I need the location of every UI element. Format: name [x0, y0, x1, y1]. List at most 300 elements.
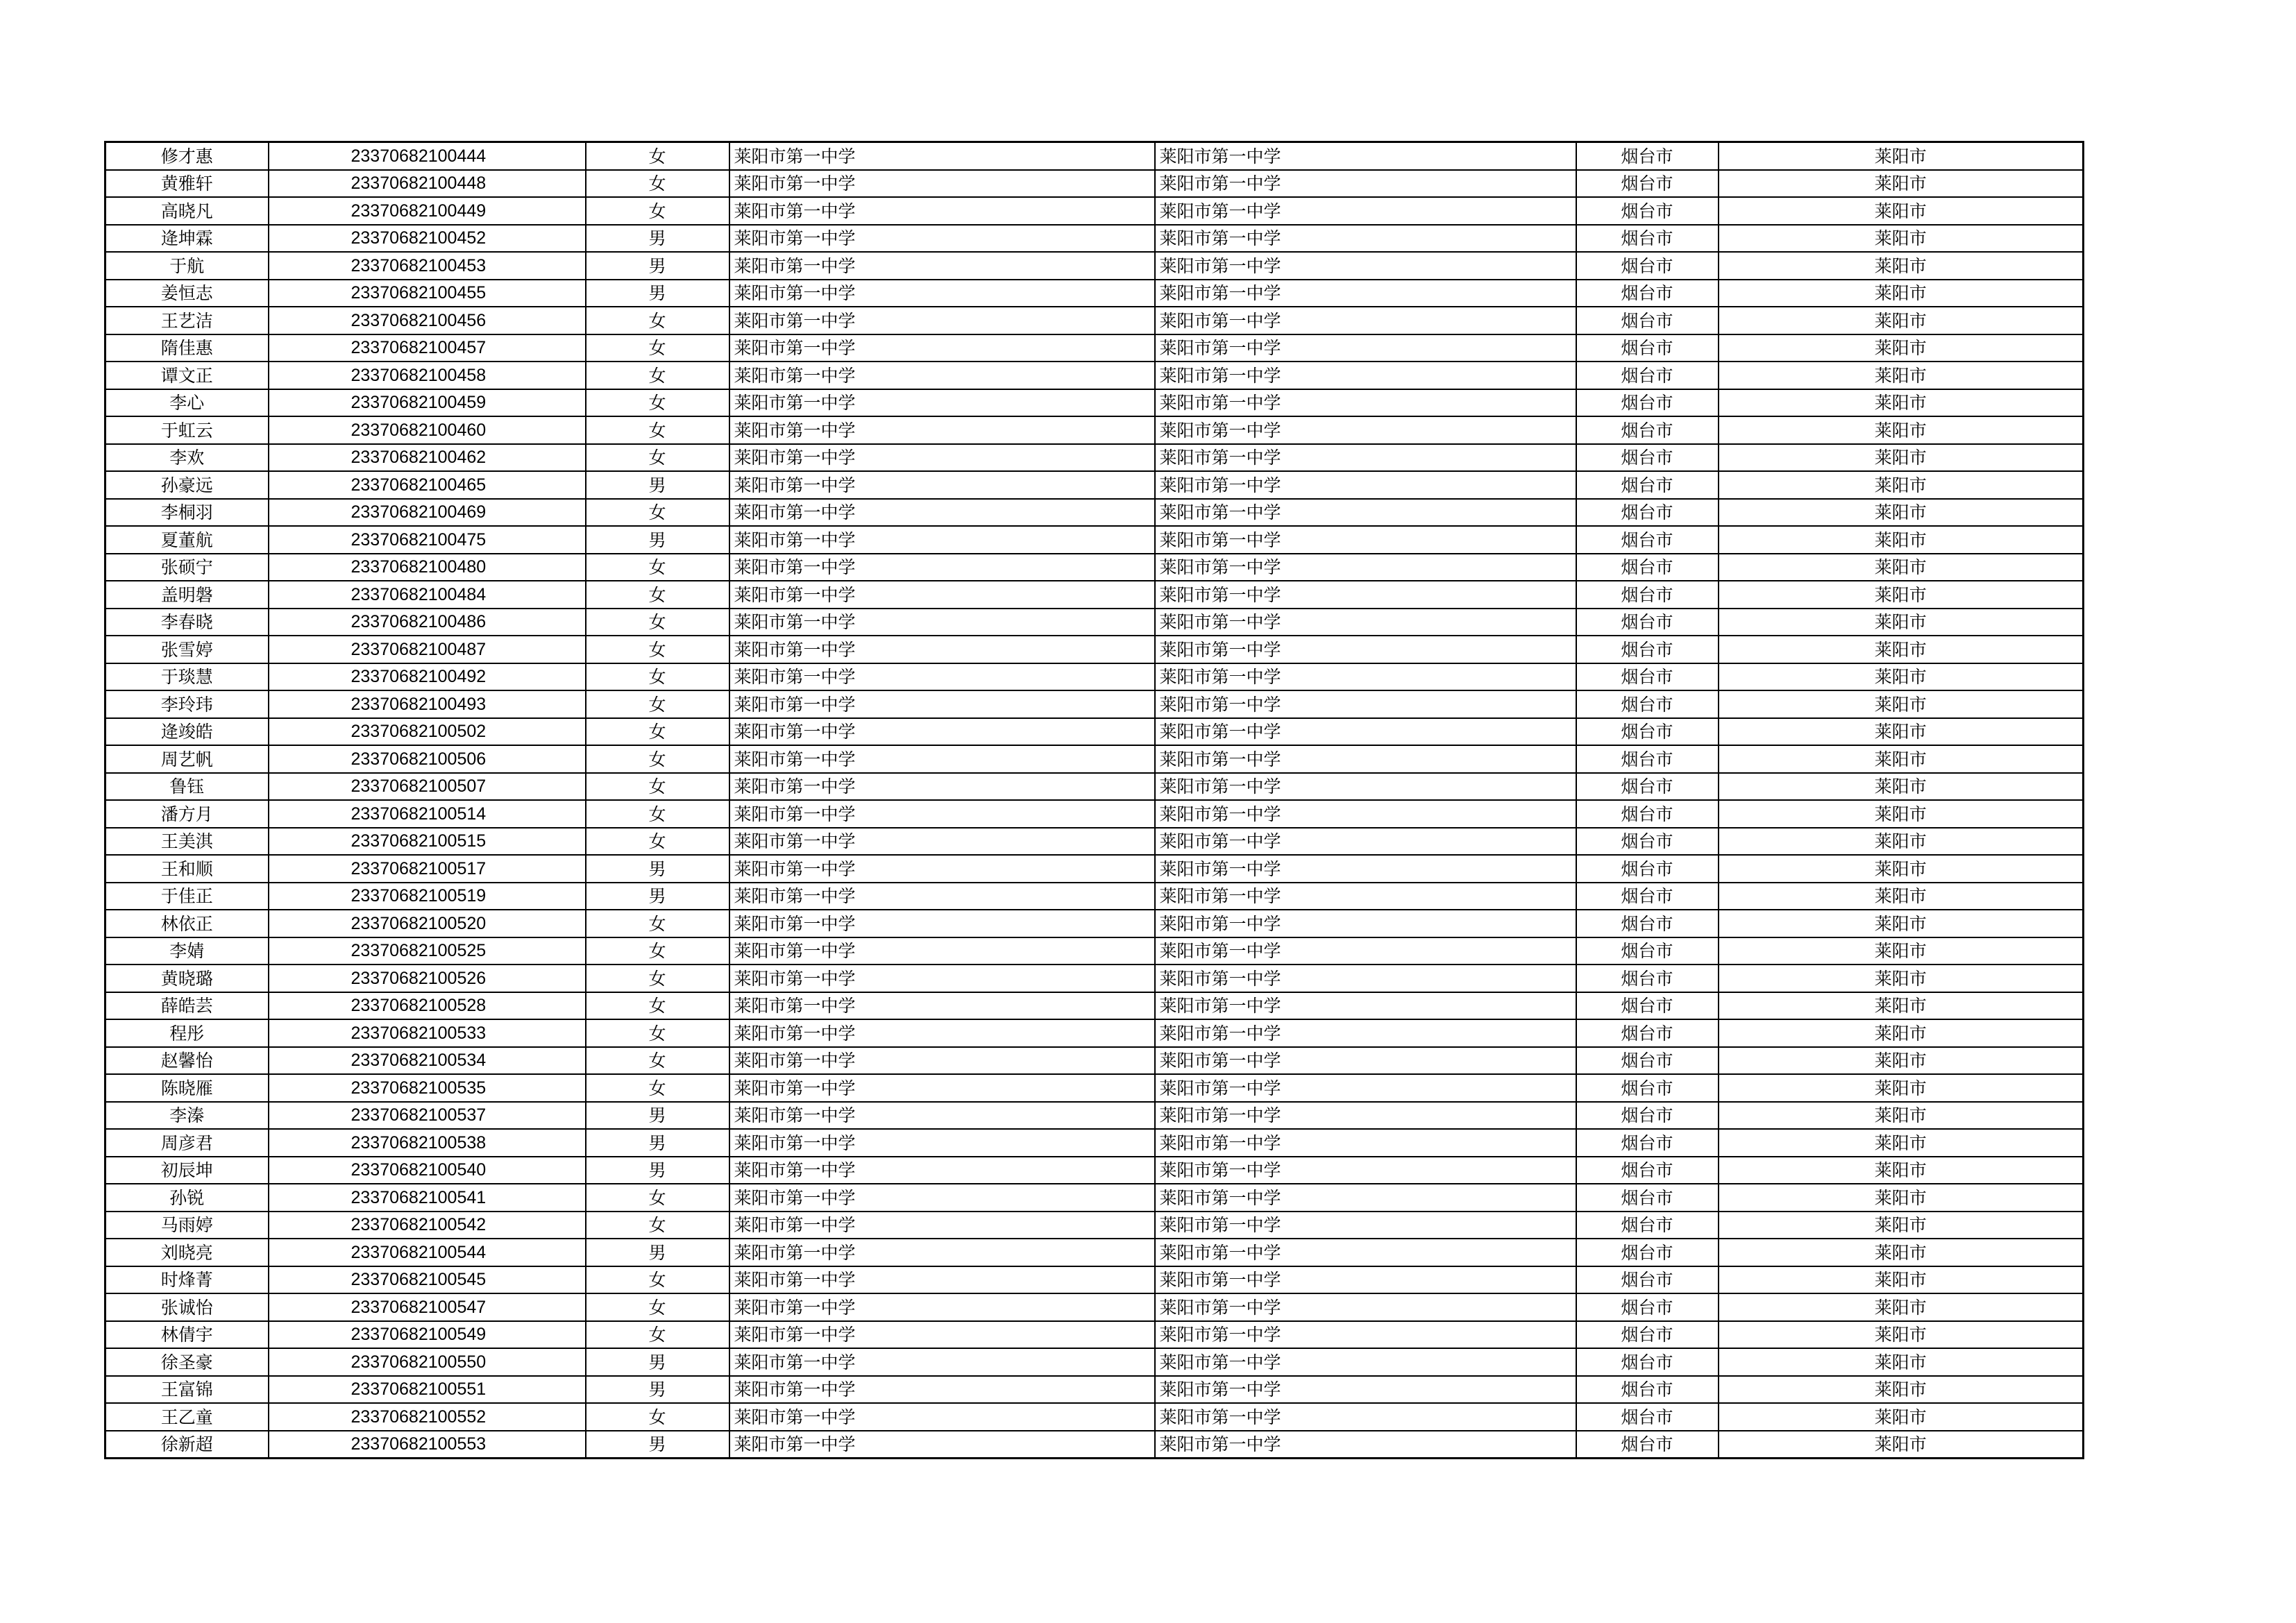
school-secondary-cell: 莱阳市第一中学 [1155, 910, 1576, 937]
school-secondary-cell: 莱阳市第一中学 [1155, 1019, 1576, 1047]
school-secondary-cell: 莱阳市第一中学 [1155, 142, 1576, 170]
school-cell: 莱阳市第一中学 [729, 1157, 1155, 1184]
county-cell: 莱阳市 [1719, 745, 2084, 773]
city-cell: 烟台市 [1576, 389, 1719, 417]
county-cell: 莱阳市 [1719, 170, 2084, 198]
county-cell: 莱阳市 [1719, 636, 2084, 663]
county-cell: 莱阳市 [1719, 1266, 2084, 1294]
county-cell: 莱阳市 [1719, 252, 2084, 280]
table-row [105, 1348, 2084, 1376]
student-name-cell: 孙豪远 [105, 471, 269, 499]
exam-id-cell: 23370682100452 [269, 225, 586, 253]
city-cell: 烟台市 [1576, 1376, 1719, 1404]
gender-cell: 女 [586, 910, 729, 937]
school-cell: 莱阳市第一中学 [729, 883, 1155, 910]
gender-cell: 女 [586, 581, 729, 609]
table-row [105, 1376, 2084, 1404]
county-cell: 莱阳市 [1719, 773, 2084, 801]
gender-cell: 男 [586, 471, 729, 499]
table-row [105, 334, 2084, 362]
city-cell: 烟台市 [1576, 718, 1719, 746]
city-cell: 烟台市 [1576, 690, 1719, 718]
city-cell: 烟台市 [1576, 883, 1719, 910]
student-name-cell: 孙锐 [105, 1184, 269, 1212]
county-cell: 莱阳市 [1719, 855, 2084, 883]
gender-cell: 女 [586, 992, 729, 1020]
gender-cell: 女 [586, 197, 729, 225]
school-cell: 莱阳市第一中学 [729, 1102, 1155, 1130]
city-cell: 烟台市 [1576, 170, 1719, 198]
student-name-cell: 刘晓亮 [105, 1239, 269, 1266]
county-cell: 莱阳市 [1719, 883, 2084, 910]
exam-id-cell: 23370682100528 [269, 992, 586, 1020]
city-cell: 烟台市 [1576, 910, 1719, 937]
gender-cell: 女 [586, 389, 729, 417]
school-secondary-cell: 莱阳市第一中学 [1155, 690, 1576, 718]
gender-cell: 女 [586, 773, 729, 801]
city-cell: 烟台市 [1576, 609, 1719, 636]
school-secondary-cell: 莱阳市第一中学 [1155, 1266, 1576, 1294]
gender-cell: 女 [586, 499, 729, 527]
table-row [105, 910, 2084, 937]
school-cell: 莱阳市第一中学 [729, 663, 1155, 691]
school-secondary-cell: 莱阳市第一中学 [1155, 499, 1576, 527]
county-cell: 莱阳市 [1719, 307, 2084, 334]
school-secondary-cell: 莱阳市第一中学 [1155, 1348, 1576, 1376]
city-cell: 烟台市 [1576, 745, 1719, 773]
city-cell: 烟台市 [1576, 992, 1719, 1020]
exam-id-cell: 23370682100456 [269, 307, 586, 334]
table-row [105, 663, 2084, 691]
school-cell: 莱阳市第一中学 [729, 252, 1155, 280]
exam-id-cell: 23370682100526 [269, 965, 586, 992]
student-name-cell: 姜恒志 [105, 280, 269, 307]
school-cell: 莱阳市第一中学 [729, 1019, 1155, 1047]
exam-id-cell: 23370682100469 [269, 499, 586, 527]
county-cell: 莱阳市 [1719, 280, 2084, 307]
school-cell: 莱阳市第一中学 [729, 554, 1155, 581]
student-name-cell: 修才惠 [105, 142, 269, 170]
school-secondary-cell: 莱阳市第一中学 [1155, 1431, 1576, 1459]
exam-id-cell: 23370682100544 [269, 1239, 586, 1266]
exam-id-cell: 23370682100492 [269, 663, 586, 691]
table-row [105, 1019, 2084, 1047]
city-cell: 烟台市 [1576, 828, 1719, 856]
county-cell: 莱阳市 [1719, 1376, 2084, 1404]
gender-cell: 男 [586, 883, 729, 910]
table-row [105, 389, 2084, 417]
county-cell: 莱阳市 [1719, 1129, 2084, 1157]
exam-id-cell: 23370682100459 [269, 389, 586, 417]
gender-cell: 男 [586, 252, 729, 280]
gender-cell: 女 [586, 1074, 729, 1102]
school-secondary-cell: 莱阳市第一中学 [1155, 444, 1576, 472]
table-row [105, 828, 2084, 856]
table-row [105, 1293, 2084, 1321]
school-cell: 莱阳市第一中学 [729, 1293, 1155, 1321]
school-secondary-cell: 莱阳市第一中学 [1155, 416, 1576, 444]
school-secondary-cell: 莱阳市第一中学 [1155, 225, 1576, 253]
city-cell: 烟台市 [1576, 307, 1719, 334]
school-cell: 莱阳市第一中学 [729, 444, 1155, 472]
gender-cell: 男 [586, 1129, 729, 1157]
county-cell: 莱阳市 [1719, 910, 2084, 937]
city-cell: 烟台市 [1576, 142, 1719, 170]
table-row [105, 142, 2084, 170]
school-cell: 莱阳市第一中学 [729, 307, 1155, 334]
city-cell: 烟台市 [1576, 225, 1719, 253]
student-name-cell: 林倩宇 [105, 1321, 269, 1349]
exam-id-cell: 23370682100457 [269, 334, 586, 362]
city-cell: 烟台市 [1576, 1212, 1719, 1239]
student-name-cell: 于航 [105, 252, 269, 280]
county-cell: 莱阳市 [1719, 389, 2084, 417]
county-cell: 莱阳市 [1719, 1074, 2084, 1102]
city-cell: 烟台市 [1576, 1102, 1719, 1130]
school-secondary-cell: 莱阳市第一中学 [1155, 280, 1576, 307]
city-cell: 烟台市 [1576, 636, 1719, 663]
exam-id-cell: 23370682100552 [269, 1403, 586, 1431]
county-cell: 莱阳市 [1719, 1348, 2084, 1376]
school-cell: 莱阳市第一中学 [729, 1431, 1155, 1459]
school-cell: 莱阳市第一中学 [729, 225, 1155, 253]
exam-id-cell: 23370682100458 [269, 362, 586, 389]
student-name-cell: 王富锦 [105, 1376, 269, 1404]
table-row [105, 636, 2084, 663]
table-row [105, 609, 2084, 636]
county-cell: 莱阳市 [1719, 937, 2084, 965]
county-cell: 莱阳市 [1719, 609, 2084, 636]
city-cell: 烟台市 [1576, 855, 1719, 883]
city-cell: 烟台市 [1576, 444, 1719, 472]
table-row [105, 773, 2084, 801]
gender-cell: 男 [586, 1239, 729, 1266]
student-name-cell: 林依正 [105, 910, 269, 937]
county-cell: 莱阳市 [1719, 142, 2084, 170]
table-row [105, 362, 2084, 389]
exam-id-cell: 23370682100550 [269, 1348, 586, 1376]
table-row [105, 1431, 2084, 1459]
gender-cell: 女 [586, 1019, 729, 1047]
city-cell: 烟台市 [1576, 554, 1719, 581]
county-cell: 莱阳市 [1719, 1403, 2084, 1431]
student-name-cell: 时烽菁 [105, 1266, 269, 1294]
table-row [105, 1266, 2084, 1294]
gender-cell: 女 [586, 690, 729, 718]
table-row [105, 252, 2084, 280]
gender-cell: 女 [586, 745, 729, 773]
county-cell: 莱阳市 [1719, 1212, 2084, 1239]
gender-cell: 女 [586, 1266, 729, 1294]
student-name-cell: 李溱 [105, 1102, 269, 1130]
county-cell: 莱阳市 [1719, 1431, 2084, 1459]
exam-id-cell: 23370682100462 [269, 444, 586, 472]
school-secondary-cell: 莱阳市第一中学 [1155, 828, 1576, 856]
school-secondary-cell: 莱阳市第一中学 [1155, 992, 1576, 1020]
gender-cell: 男 [586, 526, 729, 554]
county-cell: 莱阳市 [1719, 1239, 2084, 1266]
student-name-cell: 张硕宁 [105, 554, 269, 581]
gender-cell: 女 [586, 1293, 729, 1321]
school-cell: 莱阳市第一中学 [729, 280, 1155, 307]
school-cell: 莱阳市第一中学 [729, 471, 1155, 499]
school-secondary-cell: 莱阳市第一中学 [1155, 1157, 1576, 1184]
school-secondary-cell: 莱阳市第一中学 [1155, 800, 1576, 828]
gender-cell: 女 [586, 444, 729, 472]
gender-cell: 女 [586, 170, 729, 198]
school-secondary-cell: 莱阳市第一中学 [1155, 1403, 1576, 1431]
gender-cell: 女 [586, 965, 729, 992]
school-secondary-cell: 莱阳市第一中学 [1155, 1376, 1576, 1404]
county-cell: 莱阳市 [1719, 416, 2084, 444]
county-cell: 莱阳市 [1719, 663, 2084, 691]
city-cell: 烟台市 [1576, 581, 1719, 609]
city-cell: 烟台市 [1576, 1348, 1719, 1376]
student-name-cell: 逄坤霖 [105, 225, 269, 253]
county-cell: 莱阳市 [1719, 718, 2084, 746]
exam-id-cell: 23370682100535 [269, 1074, 586, 1102]
school-secondary-cell: 莱阳市第一中学 [1155, 1184, 1576, 1212]
school-cell: 莱阳市第一中学 [729, 965, 1155, 992]
school-cell: 莱阳市第一中学 [729, 937, 1155, 965]
exam-id-cell: 23370682100549 [269, 1321, 586, 1349]
school-secondary-cell: 莱阳市第一中学 [1155, 1212, 1576, 1239]
exam-id-cell: 23370682100520 [269, 910, 586, 937]
county-cell: 莱阳市 [1719, 334, 2084, 362]
student-name-cell: 盖明磐 [105, 581, 269, 609]
exam-id-cell: 23370682100460 [269, 416, 586, 444]
city-cell: 烟台市 [1576, 471, 1719, 499]
city-cell: 烟台市 [1576, 1239, 1719, 1266]
student-name-cell: 李欢 [105, 444, 269, 472]
city-cell: 烟台市 [1576, 1293, 1719, 1321]
county-cell: 莱阳市 [1719, 800, 2084, 828]
gender-cell: 男 [586, 225, 729, 253]
gender-cell: 男 [586, 1157, 729, 1184]
student-name-cell: 薛皓芸 [105, 992, 269, 1020]
school-cell: 莱阳市第一中学 [729, 389, 1155, 417]
city-cell: 烟台市 [1576, 800, 1719, 828]
city-cell: 烟台市 [1576, 1129, 1719, 1157]
table-row [105, 307, 2084, 334]
table-row [105, 581, 2084, 609]
school-cell: 莱阳市第一中学 [729, 526, 1155, 554]
school-secondary-cell: 莱阳市第一中学 [1155, 197, 1576, 225]
gender-cell: 女 [586, 416, 729, 444]
county-cell: 莱阳市 [1719, 499, 2084, 527]
city-cell: 烟台市 [1576, 1266, 1719, 1294]
gender-cell: 女 [586, 142, 729, 170]
school-cell: 莱阳市第一中学 [729, 910, 1155, 937]
student-name-cell: 隋佳惠 [105, 334, 269, 362]
exam-id-cell: 23370682100484 [269, 581, 586, 609]
table-row [105, 883, 2084, 910]
exam-id-cell: 23370682100538 [269, 1129, 586, 1157]
student-name-cell: 程彤 [105, 1019, 269, 1047]
school-cell: 莱阳市第一中学 [729, 636, 1155, 663]
student-name-cell: 于佳正 [105, 883, 269, 910]
city-cell: 烟台市 [1576, 1431, 1719, 1459]
student-name-cell: 李婧 [105, 937, 269, 965]
school-secondary-cell: 莱阳市第一中学 [1155, 389, 1576, 417]
school-secondary-cell: 莱阳市第一中学 [1155, 1293, 1576, 1321]
county-cell: 莱阳市 [1719, 828, 2084, 856]
school-secondary-cell: 莱阳市第一中学 [1155, 636, 1576, 663]
gender-cell: 女 [586, 307, 729, 334]
gender-cell: 女 [586, 554, 729, 581]
school-secondary-cell: 莱阳市第一中学 [1155, 1321, 1576, 1349]
school-secondary-cell: 莱阳市第一中学 [1155, 718, 1576, 746]
table-row [105, 965, 2084, 992]
city-cell: 烟台市 [1576, 1074, 1719, 1102]
exam-id-cell: 23370682100515 [269, 828, 586, 856]
city-cell: 烟台市 [1576, 1047, 1719, 1075]
gender-cell: 女 [586, 1403, 729, 1431]
exam-id-cell: 23370682100493 [269, 690, 586, 718]
student-name-cell: 王和顺 [105, 855, 269, 883]
exam-id-cell: 23370682100486 [269, 609, 586, 636]
exam-id-cell: 23370682100547 [269, 1293, 586, 1321]
school-secondary-cell: 莱阳市第一中学 [1155, 581, 1576, 609]
school-cell: 莱阳市第一中学 [729, 992, 1155, 1020]
school-cell: 莱阳市第一中学 [729, 1321, 1155, 1349]
exam-id-cell: 23370682100480 [269, 554, 586, 581]
student-name-cell: 黄雅轩 [105, 170, 269, 198]
student-name-cell: 周彦君 [105, 1129, 269, 1157]
table-row [105, 225, 2084, 253]
county-cell: 莱阳市 [1719, 554, 2084, 581]
county-cell: 莱阳市 [1719, 1184, 2084, 1212]
exam-id-cell: 23370682100551 [269, 1376, 586, 1404]
county-cell: 莱阳市 [1719, 1293, 2084, 1321]
table-row [105, 1321, 2084, 1349]
student-name-cell: 谭文正 [105, 362, 269, 389]
exam-id-cell: 23370682100514 [269, 800, 586, 828]
student-name-cell: 于琰慧 [105, 663, 269, 691]
city-cell: 烟台市 [1576, 1403, 1719, 1431]
school-cell: 莱阳市第一中学 [729, 1212, 1155, 1239]
school-cell: 莱阳市第一中学 [729, 690, 1155, 718]
school-cell: 莱阳市第一中学 [729, 1047, 1155, 1075]
exam-id-cell: 23370682100448 [269, 170, 586, 198]
student-name-cell: 高晓凡 [105, 197, 269, 225]
student-list-table [104, 141, 2084, 1459]
student-name-cell: 张雪婷 [105, 636, 269, 663]
school-secondary-cell: 莱阳市第一中学 [1155, 1239, 1576, 1266]
table-row [105, 1074, 2084, 1102]
student-name-cell: 李玲玮 [105, 690, 269, 718]
city-cell: 烟台市 [1576, 334, 1719, 362]
student-name-cell: 于虹云 [105, 416, 269, 444]
gender-cell: 女 [586, 937, 729, 965]
exam-id-cell: 23370682100449 [269, 197, 586, 225]
student-name-cell: 王美淇 [105, 828, 269, 856]
table-row [105, 855, 2084, 883]
city-cell: 烟台市 [1576, 197, 1719, 225]
table-row [105, 1212, 2084, 1239]
school-secondary-cell: 莱阳市第一中学 [1155, 773, 1576, 801]
school-secondary-cell: 莱阳市第一中学 [1155, 1074, 1576, 1102]
city-cell: 烟台市 [1576, 362, 1719, 389]
table-row [105, 745, 2084, 773]
table-row [105, 197, 2084, 225]
exam-id-cell: 23370682100534 [269, 1047, 586, 1075]
school-cell: 莱阳市第一中学 [729, 1376, 1155, 1404]
county-cell: 莱阳市 [1719, 581, 2084, 609]
student-name-cell: 李春晓 [105, 609, 269, 636]
exam-id-cell: 23370682100542 [269, 1212, 586, 1239]
school-cell: 莱阳市第一中学 [729, 773, 1155, 801]
student-name-cell: 王艺洁 [105, 307, 269, 334]
city-cell: 烟台市 [1576, 1321, 1719, 1349]
gender-cell: 女 [586, 663, 729, 691]
gender-cell: 女 [586, 362, 729, 389]
table-row [105, 800, 2084, 828]
gender-cell: 女 [586, 1047, 729, 1075]
gender-cell: 女 [586, 1321, 729, 1349]
student-name-cell: 夏董航 [105, 526, 269, 554]
student-name-cell: 黄晓璐 [105, 965, 269, 992]
table-row [105, 1403, 2084, 1431]
city-cell: 烟台市 [1576, 965, 1719, 992]
gender-cell: 女 [586, 718, 729, 746]
student-name-cell: 王乙童 [105, 1403, 269, 1431]
student-name-cell: 徐新超 [105, 1431, 269, 1459]
school-secondary-cell: 莱阳市第一中学 [1155, 526, 1576, 554]
gender-cell: 女 [586, 636, 729, 663]
school-secondary-cell: 莱阳市第一中学 [1155, 663, 1576, 691]
student-name-cell: 张诚怡 [105, 1293, 269, 1321]
county-cell: 莱阳市 [1719, 1321, 2084, 1349]
student-name-cell: 逄竣皓 [105, 718, 269, 746]
exam-id-cell: 23370682100475 [269, 526, 586, 554]
school-cell: 莱阳市第一中学 [729, 170, 1155, 198]
gender-cell: 男 [586, 1348, 729, 1376]
school-cell: 莱阳市第一中学 [729, 416, 1155, 444]
student-name-cell: 鲁钰 [105, 773, 269, 801]
exam-id-cell: 23370682100553 [269, 1431, 586, 1459]
gender-cell: 男 [586, 280, 729, 307]
exam-id-cell: 23370682100444 [269, 142, 586, 170]
student-name-cell: 马雨婷 [105, 1212, 269, 1239]
table-row [105, 1184, 2084, 1212]
exam-id-cell: 23370682100541 [269, 1184, 586, 1212]
gender-cell: 女 [586, 609, 729, 636]
county-cell: 莱阳市 [1719, 1047, 2084, 1075]
school-cell: 莱阳市第一中学 [729, 855, 1155, 883]
city-cell: 烟台市 [1576, 663, 1719, 691]
school-secondary-cell: 莱阳市第一中学 [1155, 745, 1576, 773]
table-row [105, 170, 2084, 198]
table-row [105, 280, 2084, 307]
exam-id-cell: 23370682100455 [269, 280, 586, 307]
exam-id-cell: 23370682100519 [269, 883, 586, 910]
school-cell: 莱阳市第一中学 [729, 800, 1155, 828]
school-cell: 莱阳市第一中学 [729, 1403, 1155, 1431]
exam-id-cell: 23370682100517 [269, 855, 586, 883]
table-row [105, 444, 2084, 472]
gender-cell: 女 [586, 1184, 729, 1212]
school-secondary-cell: 莱阳市第一中学 [1155, 362, 1576, 389]
city-cell: 烟台市 [1576, 416, 1719, 444]
city-cell: 烟台市 [1576, 773, 1719, 801]
student-name-cell: 潘方月 [105, 800, 269, 828]
exam-id-cell: 23370682100540 [269, 1157, 586, 1184]
city-cell: 烟台市 [1576, 1157, 1719, 1184]
city-cell: 烟台市 [1576, 1184, 1719, 1212]
county-cell: 莱阳市 [1719, 1102, 2084, 1130]
student-name-cell: 赵馨怡 [105, 1047, 269, 1075]
